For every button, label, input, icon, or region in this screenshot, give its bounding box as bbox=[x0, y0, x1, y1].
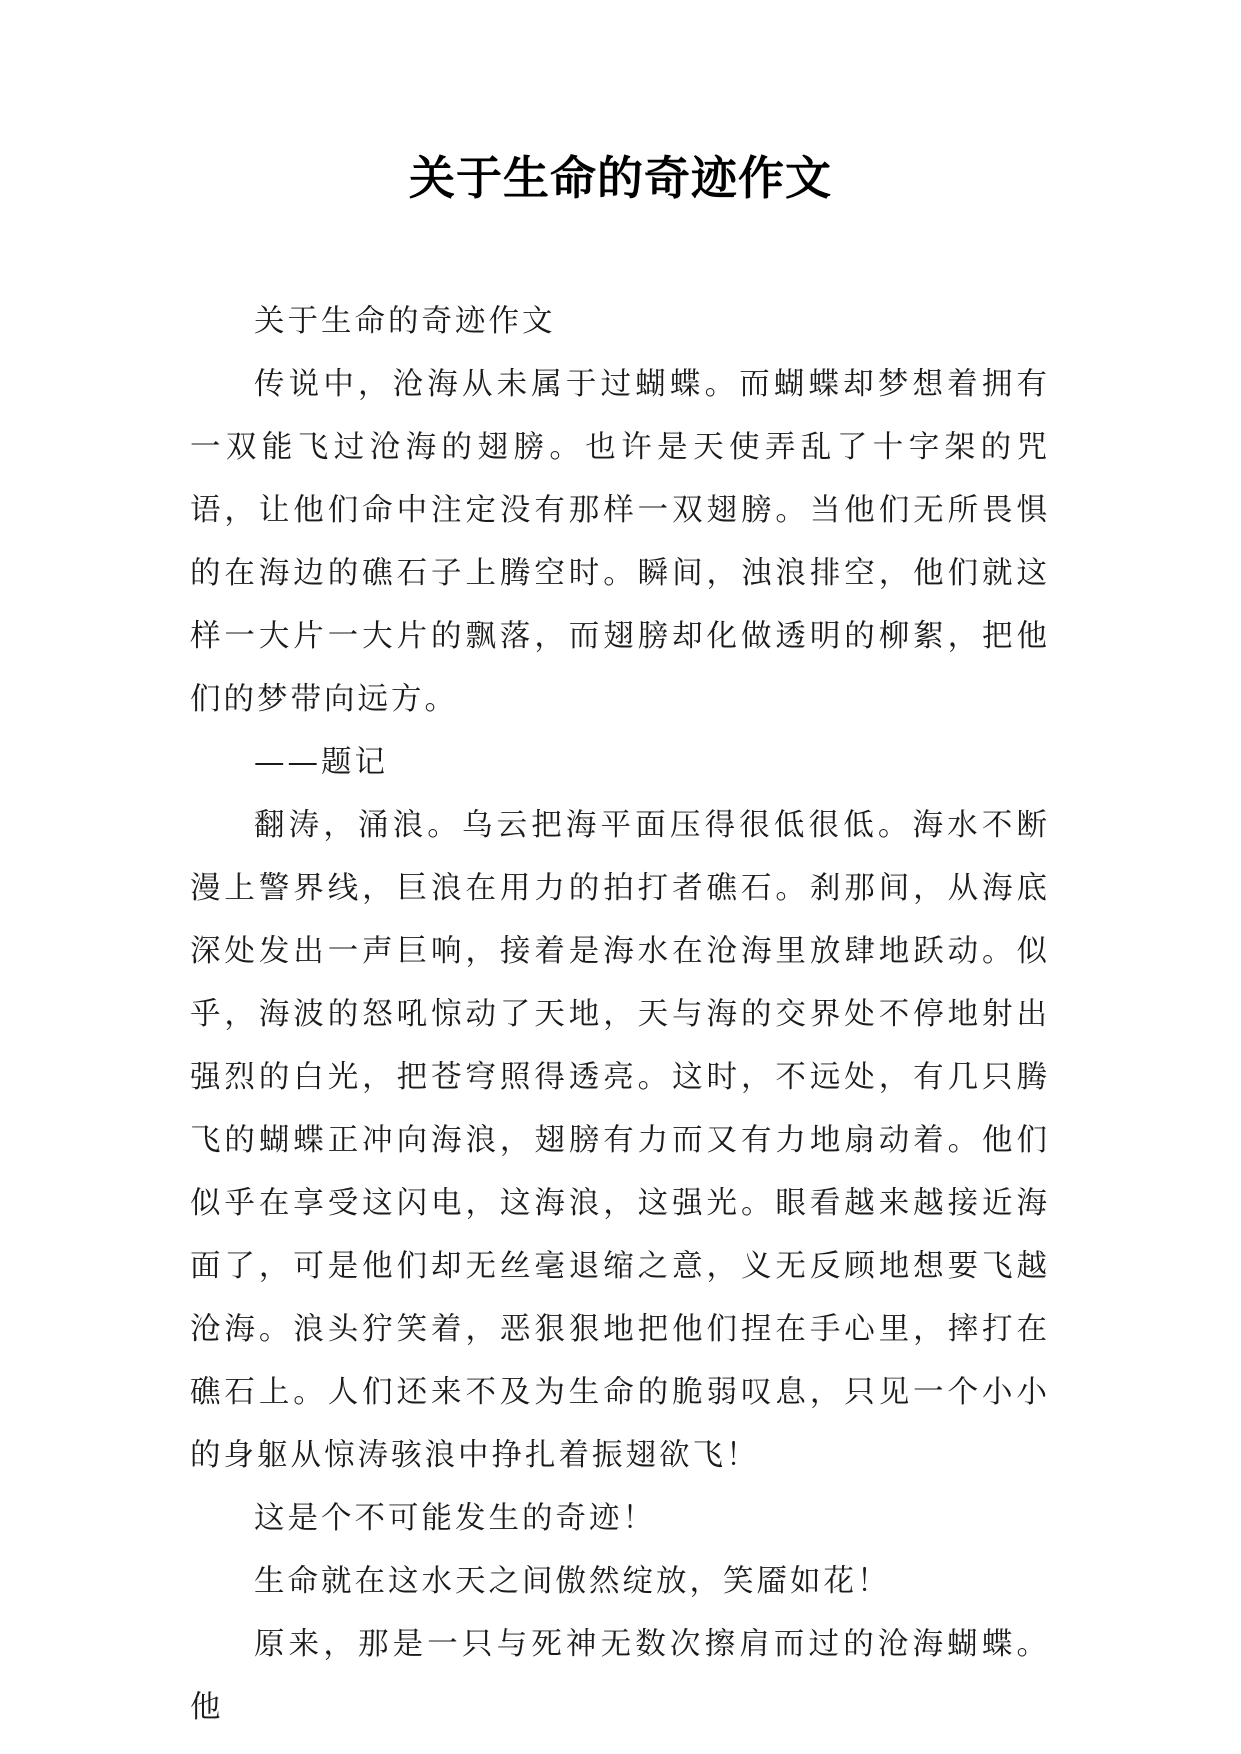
article-body bbox=[190, 290, 1050, 1739]
paragraph: 原来，那是一只与死神无数次擦肩而过的沧海蝴蝶。他 bbox=[190, 1627, 1050, 1725]
paragraph: 翻涛，涌浪。乌云把海平面压得很低很低。海水不断漫上警界线，巨浪在用力的拍打者礁石。刹那间，从海底深处发出一声巨响，接着是海水在沧海里放肆地跃动。似乎，海波的怒吼惊动了天地，天与海的交界处不停地射出强烈的白光，把苍穹照得透亮。这时，不远处，有几只腾飞的蝴蝶正冲向海浪，翅膀有力而又有力地扇动着。他们似乎在享受这闪电，这海浪，这强光。眼看越来越接近海面了，可是他们却无丝毫退缩之意，义无反顾地想要飞越沧海。浪头狞笑着，恶狠狠地把他们捏在手心里，摔打在礁石上。人们还来不及为生命的脆弱叹息，只见一个小小的身躯从惊涛骇浪中挣扎着振翅欲飞！ bbox=[190, 808, 1050, 1473]
page-title: 关于生命的奇迹作文 bbox=[409, 151, 832, 205]
paragraph: 传说中，沧海从未属于过蝴蝶。而蝴蝶却梦想着拥有一双能飞过沧海的翅膀。也许是天使弄乱了十字架的咒语，让他们命中注定没有那样一双翅膀。当他们无所畏惧的在海边的礁石子上腾空时。瞬间，浊浪排空，他们就这样一大片一大片的飘落，而翅膀却化做透明的柳絮，把他们的梦带向远方。 bbox=[190, 367, 1050, 717]
paragraph: 这是个不可能发生的奇迹！ bbox=[254, 1501, 656, 1536]
paragraph: ——题记 bbox=[254, 745, 388, 780]
paragraph: 生命就在这水天之间傲然绽放，笑靥如花！ bbox=[254, 1564, 891, 1599]
paragraph: 关于生命的奇迹作文 bbox=[254, 304, 556, 339]
